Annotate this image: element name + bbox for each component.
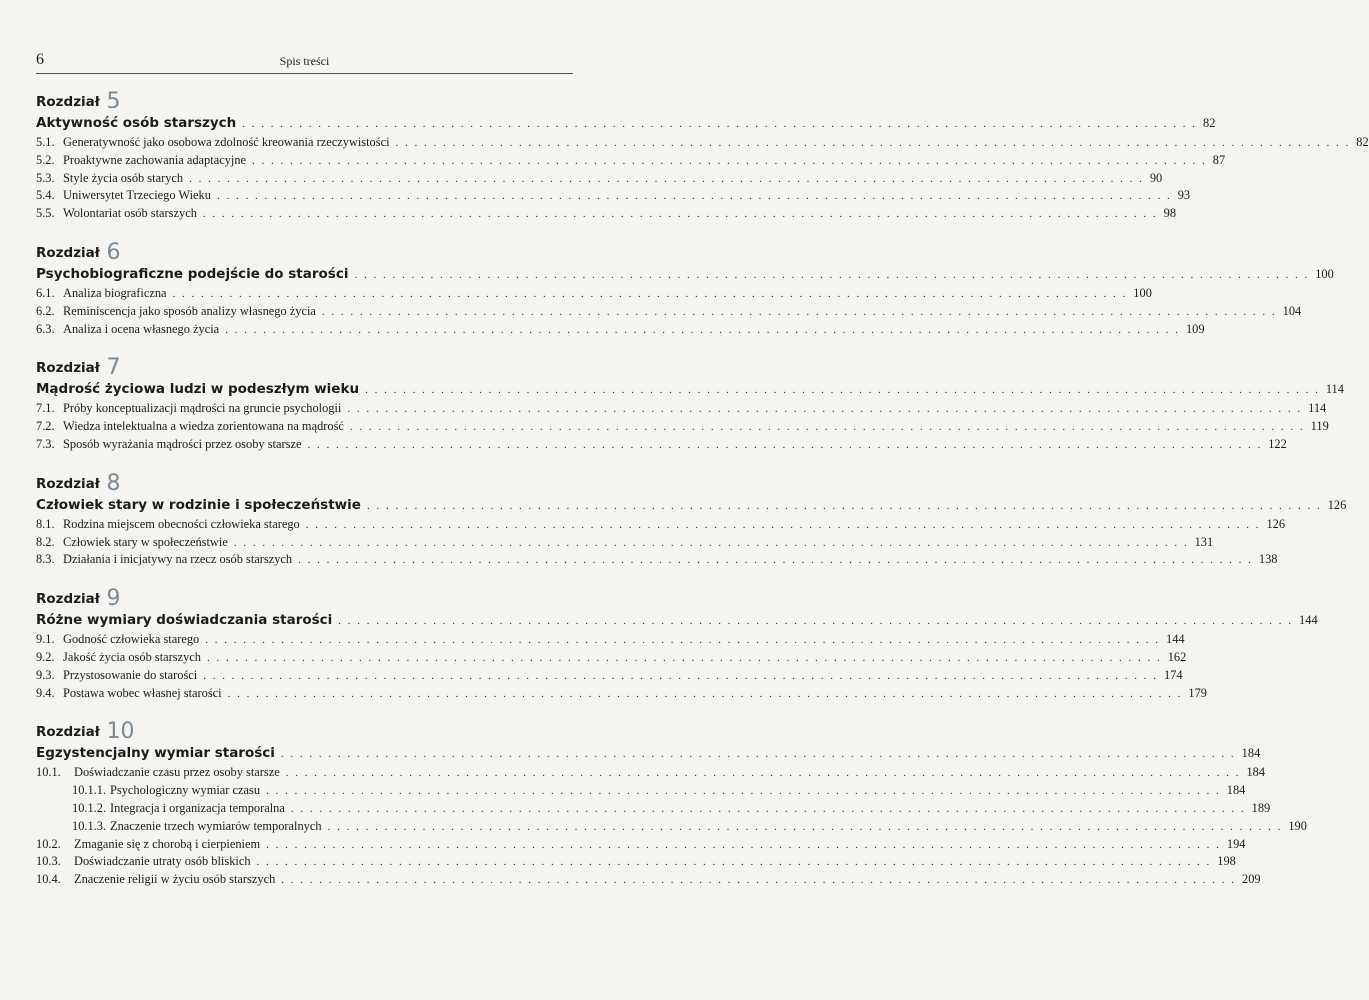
chapter-number: 6	[106, 239, 121, 265]
toc-entry	[36, 631, 1185, 649]
section-title: Znaczenie religii w życiu osób starszych	[74, 872, 276, 887]
toc-entry	[36, 436, 1287, 454]
chapter-block	[36, 719, 1307, 889]
page-reference: 209	[1242, 872, 1261, 887]
page-reference: 90	[1149, 170, 1163, 185]
chapter-heading	[36, 89, 572, 114]
toc-entry	[36, 400, 1327, 418]
section-number: 9.2.	[36, 649, 55, 664]
chapter-label: Rozdział	[36, 94, 100, 110]
section-number: 10.1.1.	[72, 783, 107, 798]
chapter-block	[36, 239, 1334, 338]
section-title: Człowiek stary w społeczeństwie	[63, 534, 228, 549]
section-title: Rodzina miejscem obecności człowieka starego	[63, 516, 300, 531]
toc-entry	[36, 871, 1261, 889]
page-header	[36, 51, 573, 74]
toc-subentry	[36, 818, 1307, 836]
section-title: Style życia osób starych	[63, 170, 184, 185]
page-reference: 184	[1246, 765, 1266, 780]
section-title: Proaktywne zachowania adaptacyjne	[63, 152, 247, 167]
toc-entry	[36, 853, 1236, 871]
chapter-number: 5	[106, 89, 121, 114]
section-number: 8.2.	[36, 534, 55, 549]
dot-leader: . . . . . . . . . . . . . . . . . . . . . . . . . . . . . . . . . . . . . . . . . . . . . . . . . . . . . . . . . . . . . . . . . . . . . . . . . . . . . . . . . . . . . . . . . . . . . . . . . . . . .	[172, 287, 1128, 300]
dot-leader: . . . . . . . . . . . . . . . . . . . . . . . . . . . . . . . . . . . . . . . . . . . . . . . . . . . . . . . . . . . . . . . . . . . . . . . . . . . . . . . . . . . . . . . . . . . . . . . . . . . . .	[242, 118, 1198, 130]
chapter-number: 9	[106, 586, 121, 612]
dot-leader: . . . . . . . . . . . . . . . . . . . . . . . . . . . . . . . . . . . . . . . . . . . . . . . . . . . . . . . . . . . . . . . . . . . . . . . . . . . . . . . . . . . . . . . . . . . . . . . . . . . . .	[205, 634, 1160, 647]
chapter-title: Mądrość życiowa ludzi w podeszłym wieku	[36, 381, 360, 398]
dot-leader: . . . . . . . . . . . . . . . . . . . . . . . . . . . . . . . . . . . . . . . . . . . . . . . . . . . . . . . . . . . . . . . . . . . . . . . . . . . . . . . . . . . . . . . . . . . . . . . . . . . . .	[206, 651, 1162, 664]
toc-entry	[36, 205, 1177, 223]
page-reference: 114	[1308, 401, 1327, 416]
page-reference: 82	[1203, 116, 1216, 130]
dot-leader: . . . . . . . . . . . . . . . . . . . . . . . . . . . . . . . . . . . . . . . . . . . . . . . . . . . . . . . . . . . . . . . . . . . . . . . . . . . . . . . . . . . . . . . . . . . . . . . . . . . . .	[290, 802, 1246, 815]
toc-entry	[36, 836, 1246, 854]
page-reference: 126	[1327, 497, 1347, 512]
page-reference: 104	[1282, 303, 1302, 318]
section-number: 7.2.	[36, 419, 55, 434]
chapter-heading	[36, 355, 572, 381]
toc-entry	[36, 187, 1191, 205]
section-number: 5.2.	[36, 152, 55, 167]
chapter-number: 7	[106, 355, 121, 381]
toc-entry	[36, 321, 1205, 339]
chapter-label: Rozdział	[36, 244, 100, 261]
section-number: 10.1.2.	[72, 800, 107, 815]
section-title: Doświadczanie utraty osób bliskich	[74, 854, 251, 869]
dot-leader: . . . . . . . . . . . . . . . . . . . . . . . . . . . . . . . . . . . . . . . . . . . . . . . . . . . . . . . . . . . . . . . . . . . . . . . . . . . . . . . . . . . . . . . . . . . . . . . . . . . . .	[298, 554, 1253, 567]
section-title: Analiza biograficzna	[63, 285, 167, 300]
chapter-title-row	[36, 378, 1344, 400]
toc-subentry	[36, 782, 1246, 800]
chapter-title: Aktywność osób starszych	[36, 115, 237, 131]
section-title: Doświadczanie czasu przez osoby starsze	[74, 765, 280, 780]
page-reference: 87	[1212, 152, 1226, 167]
dot-leader: . . . . . . . . . . . . . . . . . . . . . . . . . . . . . . . . . . . . . . . . . . . . . . . . . . . . . . . . . . . . . . . . . . . . . . . . . . . . . . . . . . . . . . . . . . . . . . . . . . . . .	[307, 438, 1263, 451]
dot-leader: . . . . . . . . . . . . . . . . . . . . . . . . . . . . . . . . . . . . . . . . . . . . . . . . . . . . . . . . . . . . . . . . . . . . . . . . . . . . . . . . . . . . . . . . . . . . . . . . . . . . .	[285, 767, 1241, 780]
chapter-heading	[36, 586, 572, 612]
chapter-title: Egzystencjalny wymiar starości	[36, 745, 275, 762]
chapter-label: Rozdział	[36, 360, 100, 377]
section-number: 9.1.	[36, 632, 55, 647]
toc-entry	[36, 685, 1207, 703]
chapter-block	[36, 355, 1344, 453]
toc-entry	[36, 551, 1278, 569]
section-number: 5.4.	[36, 188, 55, 203]
page-reference: 131	[1194, 534, 1214, 549]
page-reference: 126	[1266, 516, 1286, 531]
page-reference: 100	[1315, 266, 1334, 281]
section-number: 6.1.	[36, 285, 55, 300]
section-number: 5.5.	[36, 206, 55, 221]
table-of-contents	[36, 89, 1369, 909]
toc-entry	[36, 534, 1214, 552]
toc-entry	[36, 667, 1183, 685]
page-reference: 93	[1177, 188, 1191, 203]
section-title: Jakość życia osób starszych	[63, 649, 201, 664]
page-reference: 144	[1166, 632, 1185, 647]
dot-leader: . . . . . . . . . . . . . . . . . . . . . . . . . . . . . . . . . . . . . . . . . . . . . . . . . . . . . . . . . . . . . . . . . . . . . . . . . . . . . . . . . . . . . . . . . . . . . . . . . . . . .	[203, 669, 1158, 682]
page-reference: 109	[1185, 321, 1205, 336]
chapter-title: Człowiek stary w rodzinie i społeczeństwie	[36, 496, 361, 513]
section-title: Wolontariat osób starszych	[63, 206, 197, 221]
section-title: Postawa wobec własnej starości	[63, 685, 222, 700]
dot-leader: . . . . . . . . . . . . . . . . . . . . . . . . . . . . . . . . . . . . . . . . . . . . . . . . . . . . . . . . . . . . . . . . . . . . . . . . . . . . . . . . . . . . . . . . . . . . . . . . . . . . .	[225, 323, 1180, 336]
chapter-number: 10	[106, 719, 135, 745]
section-number: 7.3.	[36, 436, 55, 451]
section-title: Sposób wyrażania mądrości przez osoby starsze	[63, 436, 302, 451]
page-reference: 82	[1356, 135, 1369, 149]
page-reference: 114	[1325, 382, 1344, 397]
section-number: 10.1.	[36, 765, 61, 780]
section-number: 8.1.	[36, 516, 55, 531]
dot-leader: . . . . . . . . . . . . . . . . . . . . . . . . . . . . . . . . . . . . . . . . . . . . . . . . . . . . . . . . . . . . . . . . . . . . . . . . . . . . . . . . . . . . . . . . . . . . . . . . . . . . .	[266, 785, 1221, 798]
dot-leader: . . . . . . . . . . . . . . . . . . . . . . . . . . . . . . . . . . . . . . . . . . . . . . . . . . . . . . . . . . . . . . . . . . . . . . . . . . . . . . . . . . . . . . . . . . . . . . . . . . . . .	[189, 172, 1144, 185]
chapter-title: Psychobiograficzne podejście do starości	[36, 265, 349, 282]
toc-subentry	[36, 800, 1271, 818]
section-number: 5.3.	[36, 170, 55, 185]
toc-entry	[36, 152, 1226, 170]
section-title: Zmaganie się z chorobą i cierpieniem	[74, 836, 261, 851]
chapter-heading	[36, 719, 572, 745]
page-number: 6	[36, 51, 44, 68]
section-number: 5.1.	[36, 135, 55, 149]
dot-leader: . . . . . . . . . . . . . . . . . . . . . . . . . . . . . . . . . . . . . . . . . . . . . . . . . . . . . . . . . . . . . . . . . . . . . . . . . . . . . . . . . . . . . . . . . . . . . . . . . . . . .	[227, 687, 1183, 700]
section-title: Generatywność jako osobowa zdolność kreowania rzeczywistości	[63, 135, 390, 149]
chapter-heading	[36, 239, 572, 265]
page-reference: 119	[1310, 419, 1329, 434]
chapter-label: Rozdział	[36, 724, 100, 741]
toc-entry	[36, 285, 1152, 303]
page-reference: 184	[1241, 746, 1261, 761]
page-reference: 100	[1133, 285, 1152, 300]
page-reference: 198	[1217, 854, 1236, 869]
toc-entry	[36, 134, 1369, 152]
section-title: Psychologiczny wymiar czasu	[110, 783, 261, 798]
section-number: 9.4.	[36, 685, 55, 700]
section-number: 10.4.	[36, 872, 61, 887]
section-number: 6.2.	[36, 303, 55, 318]
dot-leader: . . . . . . . . . . . . . . . . . . . . . . . . . . . . . . . . . . . . . . . . . . . . . . . . . . . . . . . . . . . . . . . . . . . . . . . . . . . . . . . . . . . . . . . . . . . . . . . . . . . . .	[354, 268, 1310, 281]
dot-leader: . . . . . . . . . . . . . . . . . . . . . . . . . . . . . . . . . . . . . . . . . . . . . . . . . . . . . . . . . . . . . . . . . . . . . . . . . . . . . . . . . . . . . . . . . . . . . . . . . . . . .	[202, 208, 1158, 221]
chapter-heading	[36, 470, 572, 496]
toc-entry	[36, 516, 1286, 534]
page-reference: 194	[1226, 836, 1246, 851]
dot-leader: . . . . . . . . . . . . . . . . . . . . . . . . . . . . . . . . . . . . . . . . . . . . . . . . . . . . . . . . . . . . . . . . . . . . . . . . . . . . . . . . . . . . . . . . . . . . . . . . . . . . .	[216, 190, 1172, 203]
dot-leader: . . . . . . . . . . . . . . . . . . . . . . . . . . . . . . . . . . . . . . . . . . . . . . . . . . . . . . . . . . . . . . . . . . . . . . . . . . . . . . . . . . . . . . . . . . . . . . . . . . . . .	[266, 838, 1221, 851]
chapter-title: Różne wymiary doświadczania starości	[36, 612, 333, 629]
section-number: 7.1.	[36, 401, 55, 416]
page-reference: 179	[1188, 685, 1207, 700]
dot-leader: . . . . . . . . . . . . . . . . . . . . . . . . . . . . . . . . . . . . . . . . . . . . . . . . . . . . . . . . . . . . . . . . . . . . . . . . . . . . . . . . . . . . . . . . . . . . . . . . . . . . .	[327, 820, 1283, 833]
section-number: 9.3.	[36, 667, 55, 682]
chapter-block	[36, 89, 1369, 223]
chapter-block	[36, 470, 1347, 569]
section-title: Uniwersytet Trzeciego Wieku	[63, 188, 211, 203]
chapter-label: Rozdział	[36, 475, 100, 492]
toc-entry	[36, 303, 1302, 321]
page-reference: 122	[1268, 436, 1287, 451]
section-title: Integracja i organizacja temporalna	[110, 800, 285, 815]
section-number: 10.2.	[36, 836, 61, 851]
chapter-number: 8	[106, 470, 121, 496]
dot-leader: . . . . . . . . . . . . . . . . . . . . . . . . . . . . . . . . . . . . . . . . . . . . . . . . . . . . . . . . . . . . . . . . . . . . . . . . . . . . . . . . . . . . . . . . . . . . . . . . . . . . .	[281, 874, 1237, 887]
section-number: 10.1.3.	[72, 818, 107, 833]
section-number: 8.3.	[36, 552, 55, 567]
dot-leader: . . . . . . . . . . . . . . . . . . . . . . . . . . . . . . . . . . . . . . . . . . . . . . . . . . . . . . . . . . . . . . . . . . . . . . . . . . . . . . . . . . . . . . . . . . . . . . . . . . . . .	[338, 615, 1294, 628]
page-reference: 184	[1226, 783, 1246, 798]
section-title: Przystosowanie do starości	[63, 667, 198, 682]
page-reference: 162	[1167, 649, 1187, 664]
dot-leader: . . . . . . . . . . . . . . . . . . . . . . . . . . . . . . . . . . . . . . . . . . . . . . . . . . . . . . . . . . . . . . . . . . . . . . . . . . . . . . . . . . . . . . . . . . . . . . . . . . . . .	[233, 536, 1189, 549]
running-title: Spis treści	[279, 54, 330, 68]
dot-leader: . . . . . . . . . . . . . . . . . . . . . . . . . . . . . . . . . . . . . . . . . . . . . . . . . . . . . . . . . . . . . . . . . . . . . . . . . . . . . . . . . . . . . . . . . . . . . . . . . . . . .	[365, 384, 1320, 397]
section-title: Analiza i ocena własnego życia	[63, 321, 220, 336]
chapter-title-row	[36, 609, 1318, 631]
dot-leader: . . . . . . . . . . . . . . . . . . . . . . . . . . . . . . . . . . . . . . . . . . . . . . . . . . . . . . . . . . . . . . . . . . . . . . . . . . . . . . . . . . . . . . . . . . . . . . . . . . . . .	[321, 305, 1277, 318]
chapter-block	[36, 586, 1318, 702]
page-reference: 144	[1299, 613, 1318, 628]
dot-leader: . . . . . . . . . . . . . . . . . . . . . . . . . . . . . . . . . . . . . . . . . . . . . . . . . . . . . . . . . . . . . . . . . . . . . . . . . . . . . . . . . . . . . . . . . . . . . . . . . . . . .	[256, 856, 1212, 869]
page-reference: 98	[1163, 206, 1177, 221]
dot-leader: . . . . . . . . . . . . . . . . . . . . . . . . . . . . . . . . . . . . . . . . . . . . . . . . . . . . . . . . . . . . . . . . . . . . . . . . . . . . . . . . . . . . . . . . . . . . . . . . . . . . .	[305, 518, 1261, 531]
section-number: 10.3.	[36, 854, 61, 869]
chapter-title-row	[36, 742, 1261, 764]
page-reference: 174	[1163, 667, 1183, 682]
section-title: Reminiscencja jako sposób analizy własnego życia	[63, 303, 316, 318]
dot-leader: . . . . . . . . . . . . . . . . . . . . . . . . . . . . . . . . . . . . . . . . . . . . . . . . . . . . . . . . . . . . . . . . . . . . . . . . . . . . . . . . . . . . . . . . . . . . . . . . . . . . .	[366, 499, 1322, 512]
page-reference: 189	[1251, 800, 1271, 815]
page-reference: 190	[1288, 818, 1307, 833]
section-title: Znaczenie trzech wymiarów temporalnych	[110, 818, 322, 833]
section-title: Działania i inicjatywy na rzecz osób starszych	[63, 552, 293, 567]
toc-entry	[36, 649, 1187, 667]
chapter-title-row	[36, 112, 1216, 134]
dot-leader: . . . . . . . . . . . . . . . . . . . . . . . . . . . . . . . . . . . . . . . . . . . . . . . . . . . . . . . . . . . . . . . . . . . . . . . . . . . . . . . . . . . . . . . . . . . . . . . . . . . . .	[280, 748, 1236, 761]
toc-entry	[36, 764, 1266, 782]
section-title: Godność człowieka starego	[63, 632, 200, 647]
toc-entry	[36, 170, 1163, 188]
dot-leader: . . . . . . . . . . . . . . . . . . . . . . . . . . . . . . . . . . . . . . . . . . . . . . . . . . . . . . . . . . . . . . . . . . . . . . . . . . . . . . . . . . . . . . . . . . . . . . . . . . . . .	[252, 154, 1207, 167]
toc-entry	[36, 418, 1329, 436]
section-title: Wiedza intelektualna a wiedza zorientowana na mądrość	[63, 419, 344, 434]
section-number: 6.3.	[36, 321, 55, 336]
dot-leader: . . . . . . . . . . . . . . . . . . . . . . . . . . . . . . . . . . . . . . . . . . . . . . . . . . . . . . . . . . . . . . . . . . . . . . . . . . . . . . . . . . . . . . . . . . . . . . . . . . . . .	[349, 421, 1305, 434]
chapter-label: Rozdział	[36, 591, 100, 608]
chapter-title-row	[36, 494, 1347, 516]
chapter-title-row	[36, 263, 1334, 285]
section-title: Próby konceptualizacji mądrości na gruncie psychologii	[63, 401, 342, 416]
dot-leader: . . . . . . . . . . . . . . . . . . . . . . . . . . . . . . . . . . . . . . . . . . . . . . . . . . . . . . . . . . . . . . . . . . . . . . . . . . . . . . . . . . . . . . . . . . . . . . . . . . . . .	[347, 403, 1303, 416]
dot-leader: . . . . . . . . . . . . . . . . . . . . . . . . . . . . . . . . . . . . . . . . . . . . . . . . . . . . . . . . . . . . . . . . . . . . . . . . . . . . . . . . . . . . . . . . . . . . . . . . . . . . .	[395, 137, 1351, 149]
page-reference: 138	[1258, 552, 1278, 567]
